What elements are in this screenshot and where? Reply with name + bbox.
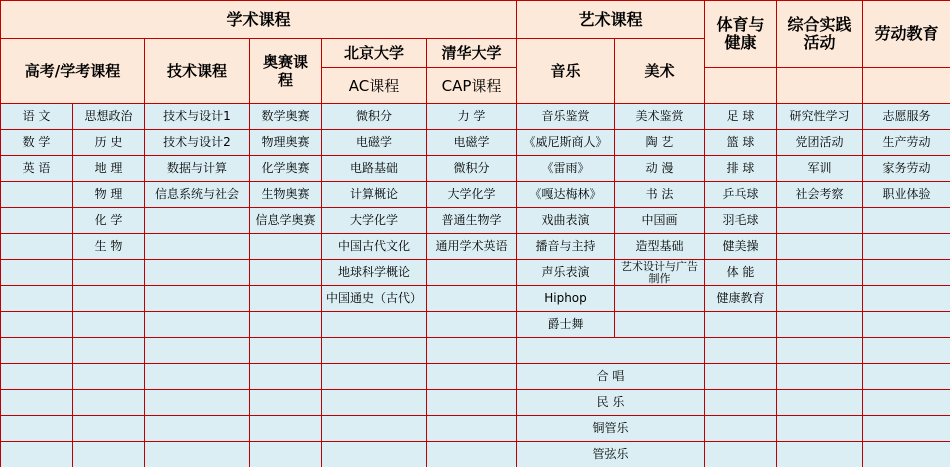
- music-course: 戏曲表演: [516, 207, 614, 233]
- empty-cell: [249, 311, 321, 337]
- tech-course: 技术与设计1: [144, 103, 249, 129]
- empty-cell: [144, 285, 249, 311]
- ensemble-course: 铜管乐: [516, 415, 704, 441]
- gaokao-subject: 物 理: [72, 181, 144, 207]
- gaokao-subject: 历 史: [72, 129, 144, 155]
- header-labor: 劳动教育: [862, 0, 950, 67]
- practice-activity: 社会考察: [776, 181, 862, 207]
- empty-cell: [614, 285, 704, 311]
- thu-course: 力 学: [426, 103, 516, 129]
- header-gaokao: 高考/学考课程: [0, 38, 144, 103]
- labor-activity: 志愿服务: [862, 103, 950, 129]
- header-academic: 学术课程: [0, 0, 516, 38]
- pku-course: 计算概论: [321, 181, 426, 207]
- empty-cell: [144, 233, 249, 259]
- pku-course: 电磁学: [321, 129, 426, 155]
- empty-cell: [144, 441, 249, 467]
- header-labor-blank: [862, 67, 950, 103]
- olympiad-course: 化学奥赛: [249, 155, 321, 181]
- empty-cell: [321, 311, 426, 337]
- empty-cell: [249, 389, 321, 415]
- header-fineart: 美术: [614, 38, 704, 103]
- empty-cell: [0, 441, 72, 467]
- fineart-course: 书 法: [614, 181, 704, 207]
- gaokao-subject: 化 学: [72, 207, 144, 233]
- thu-course: 普通生物学: [426, 207, 516, 233]
- header-pku-ac: AC课程: [321, 67, 426, 103]
- empty-cell: [862, 233, 950, 259]
- music-course: 《雷雨》: [516, 155, 614, 181]
- fineart-course: 中国画: [614, 207, 704, 233]
- music-course: 音乐鉴赏: [516, 103, 614, 129]
- gaokao-subject: 语 文: [0, 103, 72, 129]
- empty-cell: [862, 311, 950, 337]
- empty-cell: [426, 415, 516, 441]
- empty-cell: [72, 311, 144, 337]
- empty-cell: [72, 363, 144, 389]
- gaokao-subject: 生 物: [72, 233, 144, 259]
- empty-cell: [704, 441, 776, 467]
- empty-cell: [0, 415, 72, 441]
- pe-course: 篮 球: [704, 129, 776, 155]
- empty-cell: [704, 337, 776, 363]
- gaokao-subject: 思想政治: [72, 103, 144, 129]
- empty-cell: [0, 311, 72, 337]
- header-olympiad: 奥赛课程: [249, 38, 321, 103]
- empty-cell: [321, 441, 426, 467]
- music-course: Hiphop: [516, 285, 614, 311]
- empty-cell: [0, 233, 72, 259]
- empty-cell: [776, 285, 862, 311]
- empty-cell: [72, 415, 144, 441]
- pku-course: 中国通史（古代）: [321, 285, 426, 311]
- empty-cell: [426, 441, 516, 467]
- empty-cell: [776, 363, 862, 389]
- pku-course: 大学化学: [321, 207, 426, 233]
- music-course: 《嘎达梅林》: [516, 181, 614, 207]
- empty-cell: [426, 259, 516, 285]
- empty-cell: [249, 259, 321, 285]
- practice-activity: 军训: [776, 155, 862, 181]
- empty-cell: [776, 389, 862, 415]
- empty-cell: [144, 259, 249, 285]
- olympiad-course: 物理奥赛: [249, 129, 321, 155]
- gaokao-subject: 数 学: [0, 129, 72, 155]
- pe-course: 乒乓球: [704, 181, 776, 207]
- ensemble-course: 合 唱: [516, 363, 704, 389]
- empty-cell: [0, 259, 72, 285]
- empty-cell: [516, 337, 704, 363]
- pku-course: 地球科学概论: [321, 259, 426, 285]
- empty-cell: [862, 337, 950, 363]
- empty-cell: [144, 363, 249, 389]
- labor-activity: 职业体验: [862, 181, 950, 207]
- empty-cell: [144, 415, 249, 441]
- fineart-course: 动 漫: [614, 155, 704, 181]
- empty-cell: [249, 363, 321, 389]
- empty-cell: [776, 259, 862, 285]
- olympiad-course: 信息学奥赛: [249, 207, 321, 233]
- empty-cell: [704, 389, 776, 415]
- empty-cell: [426, 285, 516, 311]
- music-course: 爵士舞: [516, 311, 614, 337]
- header-pku: 北京大学: [321, 38, 426, 67]
- empty-cell: [144, 311, 249, 337]
- thu-course: 通用学术英语: [426, 233, 516, 259]
- empty-cell: [862, 389, 950, 415]
- ensemble-course: 民 乐: [516, 389, 704, 415]
- empty-cell: [72, 441, 144, 467]
- empty-cell: [862, 259, 950, 285]
- empty-cell: [0, 207, 72, 233]
- pe-course: 健康教育: [704, 285, 776, 311]
- empty-cell: [776, 311, 862, 337]
- empty-cell: [704, 415, 776, 441]
- empty-cell: [321, 415, 426, 441]
- header-practice: 综合实践活动: [776, 0, 862, 67]
- pe-course: 排 球: [704, 155, 776, 181]
- practice-activity: 党团活动: [776, 129, 862, 155]
- empty-cell: [426, 337, 516, 363]
- pku-course: 微积分: [321, 103, 426, 129]
- empty-cell: [321, 363, 426, 389]
- empty-cell: [776, 337, 862, 363]
- empty-cell: [72, 285, 144, 311]
- empty-cell: [776, 441, 862, 467]
- header-thu-cap: CAP课程: [426, 67, 516, 103]
- empty-cell: [862, 207, 950, 233]
- empty-cell: [72, 389, 144, 415]
- empty-cell: [249, 441, 321, 467]
- empty-cell: [704, 311, 776, 337]
- empty-cell: [0, 337, 72, 363]
- empty-cell: [776, 415, 862, 441]
- header-pe: 体育与健康: [704, 0, 776, 67]
- empty-cell: [862, 441, 950, 467]
- empty-cell: [0, 285, 72, 311]
- empty-cell: [614, 311, 704, 337]
- practice-activity: 研究性学习: [776, 103, 862, 129]
- music-course: 声乐表演: [516, 259, 614, 285]
- empty-cell: [249, 337, 321, 363]
- thu-course: 微积分: [426, 155, 516, 181]
- empty-cell: [426, 389, 516, 415]
- empty-cell: [321, 337, 426, 363]
- header-art: 艺术课程: [516, 0, 704, 38]
- labor-activity: 生产劳动: [862, 129, 950, 155]
- empty-cell: [249, 233, 321, 259]
- gaokao-subject: 英 语: [0, 155, 72, 181]
- empty-cell: [862, 363, 950, 389]
- fineart-course: 造型基础: [614, 233, 704, 259]
- pe-course: 体 能: [704, 259, 776, 285]
- empty-cell: [72, 337, 144, 363]
- music-course: 《威尼斯商人》: [516, 129, 614, 155]
- empty-cell: [249, 415, 321, 441]
- header-practice-blank: [776, 67, 862, 103]
- empty-cell: [862, 415, 950, 441]
- empty-cell: [776, 233, 862, 259]
- empty-cell: [862, 285, 950, 311]
- empty-cell: [72, 259, 144, 285]
- olympiad-course: 数学奥赛: [249, 103, 321, 129]
- pe-course: 健美操: [704, 233, 776, 259]
- music-course: 播音与主持: [516, 233, 614, 259]
- fineart-course: 美术鉴赏: [614, 103, 704, 129]
- gaokao-subject: 地 理: [72, 155, 144, 181]
- empty-cell: [426, 311, 516, 337]
- tech-course: 技术与设计2: [144, 129, 249, 155]
- header-tech: 技术课程: [144, 38, 249, 103]
- empty-cell: [0, 389, 72, 415]
- empty-cell: [249, 285, 321, 311]
- empty-cell: [776, 207, 862, 233]
- tech-course: 信息系统与社会: [144, 181, 249, 207]
- pe-course: 足 球: [704, 103, 776, 129]
- thu-course: 大学化学: [426, 181, 516, 207]
- empty-cell: [426, 363, 516, 389]
- pku-course: 电路基础: [321, 155, 426, 181]
- empty-cell: [704, 363, 776, 389]
- header-thu: 清华大学: [426, 38, 516, 67]
- header-pe-blank: [704, 67, 776, 103]
- empty-cell: [144, 389, 249, 415]
- olympiad-course: 生物奥赛: [249, 181, 321, 207]
- thu-course: 电磁学: [426, 129, 516, 155]
- fineart-course: 艺术设计与广告制作: [614, 259, 704, 285]
- tech-course: 数据与计算: [144, 155, 249, 181]
- ensemble-course: 管弦乐: [516, 441, 704, 467]
- empty-cell: [0, 363, 72, 389]
- pku-course: 中国古代文化: [321, 233, 426, 259]
- labor-activity: 家务劳动: [862, 155, 950, 181]
- header-music: 音乐: [516, 38, 614, 103]
- pe-course: 羽毛球: [704, 207, 776, 233]
- empty-cell: [0, 181, 72, 207]
- empty-cell: [144, 337, 249, 363]
- fineart-course: 陶 艺: [614, 129, 704, 155]
- empty-cell: [321, 389, 426, 415]
- empty-cell: [144, 207, 249, 233]
